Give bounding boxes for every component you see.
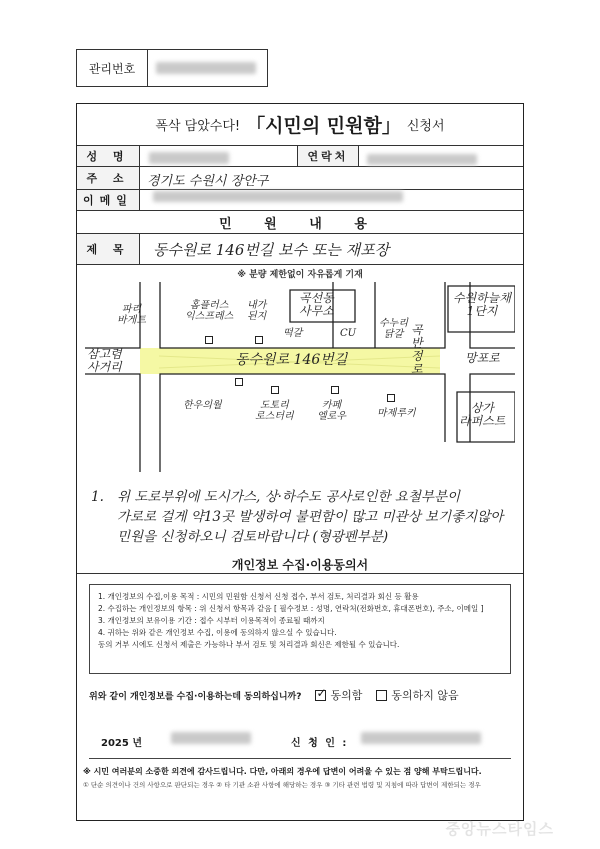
privacy-consent-title: 개인정보 수집·이용동의서: [231, 558, 369, 572]
petition-body: [91, 487, 511, 547]
divider: [77, 573, 523, 574]
body-number: 1.: [91, 489, 104, 505]
address-value: 경기도 수원시 장안구: [147, 170, 523, 204]
form-title: [77, 104, 523, 146]
contact-label: 연락처: [297, 146, 359, 166]
address-label: 주 소: [77, 167, 140, 189]
free-text-note: ※ 분량 제한없이 자유롭게 기재: [237, 270, 363, 280]
privacy-term: 1. 개인정보의 수집,이용 목적 : 시민의 민원함 신청서 신청 접수, 부서 검토, 처리결과 회신 등 활용: [98, 592, 419, 601]
map-marker-naega: [255, 336, 263, 344]
footer-line-2: ① 단순 의견이나 건의 사항으로 판단되는 경우 ② 타 기관 소관 사항에 해당하는 경우 ③ 기타 관련 법령 및 지침에 따라 답변이 제한되는 경우: [83, 781, 481, 789]
map-road-label: 동수원로 146번길: [235, 352, 348, 368]
footer-notice: [77, 766, 523, 789]
divider: [89, 758, 511, 759]
map-marker-majerukil: [387, 394, 395, 402]
map-marker-dotori: [271, 386, 279, 394]
watermark-text: 중앙뉴스타임스: [445, 820, 554, 838]
management-number-label: 관리번호: [77, 50, 148, 86]
name-label: 성 명: [77, 146, 140, 166]
road-bottom-edge: [85, 374, 515, 472]
applicant-label: 신 청 인 :: [291, 738, 349, 749]
map-label-naega-doenji: 내가 된지: [247, 300, 267, 322]
management-number-box: [76, 49, 268, 87]
disagree-checkbox[interactable]: [376, 690, 387, 701]
hand-drawn-map: [85, 282, 515, 482]
agree-checkbox[interactable]: [315, 690, 326, 701]
privacy-term: 동의 거부 시에도 신청서 제출은 가능하나 부서 검토 및 처리결과 회신은 제한될 수 있습니다.: [98, 640, 400, 649]
section-title: 민 원 내 용: [77, 211, 523, 234]
email-label: 이메일: [77, 190, 140, 210]
map-label-sangga: 상가 라퍼스트: [459, 401, 506, 428]
map-label-hanwoo: 한우의월: [183, 400, 222, 411]
map-label-cafe: 카페 엘로우: [317, 400, 346, 422]
consent-question: 위와 같이 개인정보를 수집·이용하는데 동의하십니까?: [89, 691, 302, 702]
privacy-terms-box: [89, 584, 511, 674]
applicant-signature: [361, 732, 481, 744]
management-number-value: [148, 50, 267, 86]
agree-option[interactable]: [315, 687, 362, 703]
body-line: 위 도로부위에 도시가스, 상·하수도 공사로인한 요철부분이: [117, 489, 461, 505]
privacy-term: 4. 귀하는 위와 같은 개인정보 수집, 이용에 동의하지 않으실 수 있습니다.: [98, 628, 337, 637]
footer-line-1: ※ 시민 여러분의 소중한 의견에 감사드립니다. 다만, 아래의 경우에 답변이 어려울 수 있는 점 양해 부탁드립니다.: [83, 767, 482, 776]
subject-row: [77, 234, 523, 265]
form-title-suffix: 신청서: [406, 119, 445, 134]
map-label-dotori: 도토리 로스터리: [255, 400, 294, 422]
signature-date: [171, 732, 251, 744]
form-title-prefix: 폭삭 담았수다!: [155, 119, 241, 134]
map-label-mangpo-ro: 망포로: [465, 351, 500, 365]
agree-label: 동의함: [330, 689, 363, 702]
map-label-majerukil: 마제루키: [377, 408, 416, 419]
body-line: 가로로 걸게 약13곳 발생하여 불편함이 많고 미관상 보기좋지않아: [117, 509, 504, 525]
privacy-term: 3. 개인정보의 보유이용 기간 : 접수 시부터 이용목적이 종료될 때까지: [98, 616, 325, 625]
map-label-home-plus: 홈플러스 익스프레스: [185, 300, 234, 322]
email-row: [77, 190, 523, 211]
map-marker-hanwoo: [235, 378, 243, 386]
consent-row: [89, 687, 513, 703]
form-title-main: 「시민의 민원함」: [246, 115, 401, 137]
map-label-cu: CU: [340, 328, 357, 339]
signature-year: 2025 년: [101, 738, 142, 749]
map-marker-home-plus: [205, 336, 213, 344]
subject-value: 동수원로 146번길 보수 또는 재포장: [153, 241, 390, 259]
name-value: [149, 149, 229, 168]
disagree-label: 동의하지 않음: [391, 689, 459, 702]
map-label-suwon-sky-1: 수원하늘채 1단지: [453, 291, 511, 318]
petition-form: [76, 103, 524, 821]
privacy-term: 2. 수집하는 개인정보의 항목 : 위 신청서 항목과 같음 [ 필수정보 : 성명, 연락처(전화번호, 휴대폰번호), 주소, 이메일 ]: [98, 604, 484, 613]
name-row: [77, 146, 523, 167]
address-row: [77, 167, 523, 190]
disagree-option[interactable]: [376, 687, 458, 703]
map-marker-cafe: [331, 386, 339, 394]
body-line: 민원을 신청하오니 검토바랍니다 (형광펜부분): [117, 529, 389, 545]
subject-label: 제 목: [77, 234, 140, 264]
map-label-gokseon-office: 곡선동 사무소: [299, 291, 334, 318]
map-label-ttokgal: 떡갈: [283, 328, 303, 339]
map-label-paris-baguette: 파리 바게트: [117, 304, 146, 326]
map-label-gokban-jeongno: 곡 반 정 로: [411, 323, 423, 376]
map-label-sunuri: 수누리 닭갈: [379, 318, 408, 340]
map-label-samgori: 삼고렴 사거리: [87, 347, 122, 374]
